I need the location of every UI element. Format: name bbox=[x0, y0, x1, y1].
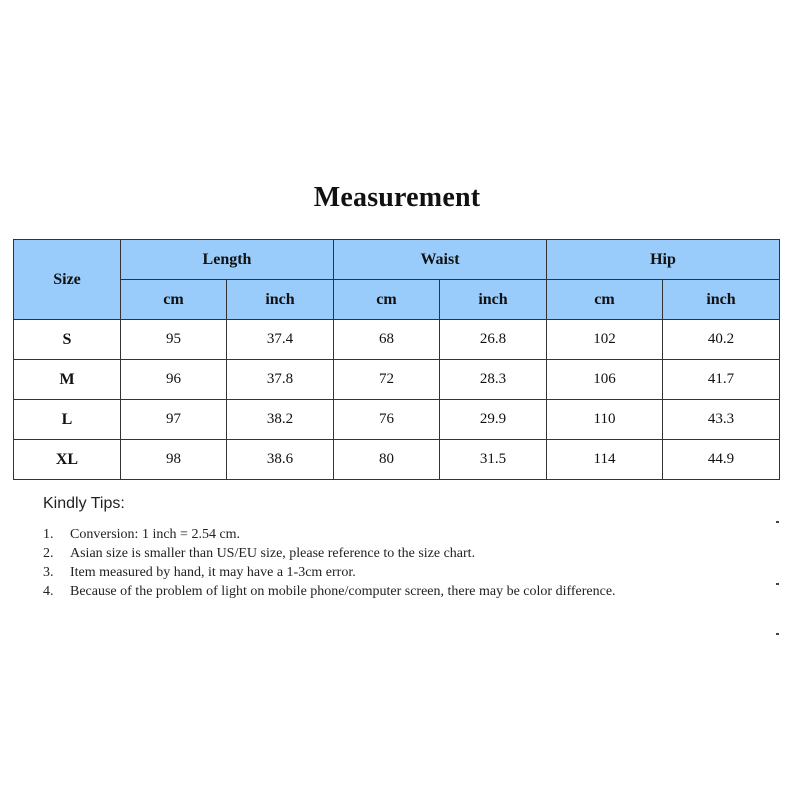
page-title: Measurement bbox=[313, 182, 481, 213]
table-cell: 80 bbox=[334, 440, 440, 480]
tip-number: 2. bbox=[43, 546, 54, 561]
unit-header: cm bbox=[547, 280, 663, 320]
table-cell: 26.8 bbox=[440, 320, 547, 360]
table-cell: 31.5 bbox=[440, 440, 547, 480]
tip-number: 3. bbox=[43, 565, 54, 580]
column-group-hip: Hip bbox=[547, 240, 780, 280]
table-cell: 28.3 bbox=[440, 360, 547, 400]
table-row bbox=[14, 360, 780, 400]
table-row bbox=[14, 400, 780, 440]
table-cell: 102 bbox=[547, 320, 663, 360]
tip-number: 1. bbox=[43, 527, 54, 542]
tip-text: Conversion: 1 inch = 2.54 cm. bbox=[70, 527, 241, 542]
table-cell: 44.9 bbox=[663, 440, 780, 480]
column-header-size: Size bbox=[14, 240, 121, 320]
unit-header: cm bbox=[121, 280, 227, 320]
table-cell: 41.7 bbox=[663, 360, 780, 400]
unit-header: inch bbox=[227, 280, 334, 320]
tips-heading: Kindly Tips: bbox=[43, 495, 125, 512]
tip-item bbox=[43, 525, 763, 544]
column-group-waist: Waist bbox=[334, 240, 547, 280]
kindly-tips-section bbox=[43, 495, 763, 601]
table-cell: 96 bbox=[121, 360, 227, 400]
table-cell: 106 bbox=[547, 360, 663, 400]
table-cell: 68 bbox=[334, 320, 440, 360]
table-cell: 97 bbox=[121, 400, 227, 440]
table-cell: 43.3 bbox=[663, 400, 780, 440]
table-cell: 72 bbox=[334, 360, 440, 400]
decorative-dot bbox=[776, 521, 779, 523]
table-cell: 40.2 bbox=[663, 320, 780, 360]
tip-text: Because of the problem of light on mobile phone/computer screen, there may be color difference. bbox=[70, 584, 616, 599]
table-header-row bbox=[14, 240, 780, 280]
decorative-dot bbox=[776, 583, 779, 585]
column-group-length: Length bbox=[121, 240, 334, 280]
tip-item bbox=[43, 563, 763, 582]
table-cell: 37.8 bbox=[227, 360, 334, 400]
tip-number: 4. bbox=[43, 584, 54, 599]
tip-item bbox=[43, 544, 763, 563]
table-cell: 76 bbox=[334, 400, 440, 440]
table-cell: 95 bbox=[121, 320, 227, 360]
decorative-dot bbox=[776, 633, 779, 635]
table-cell: 98 bbox=[121, 440, 227, 480]
size-label: S bbox=[14, 320, 121, 360]
table-unit-row bbox=[14, 280, 780, 320]
table-row bbox=[14, 440, 780, 480]
table-cell: 38.6 bbox=[227, 440, 334, 480]
unit-header: inch bbox=[663, 280, 780, 320]
table-row bbox=[14, 320, 780, 360]
unit-header: cm bbox=[334, 280, 440, 320]
table-cell: 114 bbox=[547, 440, 663, 480]
size-chart-table bbox=[13, 239, 780, 480]
table-cell: 29.9 bbox=[440, 400, 547, 440]
table-cell: 38.2 bbox=[227, 400, 334, 440]
table-cell: 110 bbox=[547, 400, 663, 440]
unit-header: inch bbox=[440, 280, 547, 320]
table-cell: 37.4 bbox=[227, 320, 334, 360]
tips-list bbox=[43, 525, 763, 601]
size-label: L bbox=[14, 400, 121, 440]
tip-text: Asian size is smaller than US/EU size, please reference to the size chart. bbox=[70, 546, 476, 561]
tip-item bbox=[43, 582, 763, 601]
size-label: M bbox=[14, 360, 121, 400]
size-label: XL bbox=[14, 440, 121, 480]
tip-text: Item measured by hand, it may have a 1-3cm error. bbox=[70, 565, 356, 580]
